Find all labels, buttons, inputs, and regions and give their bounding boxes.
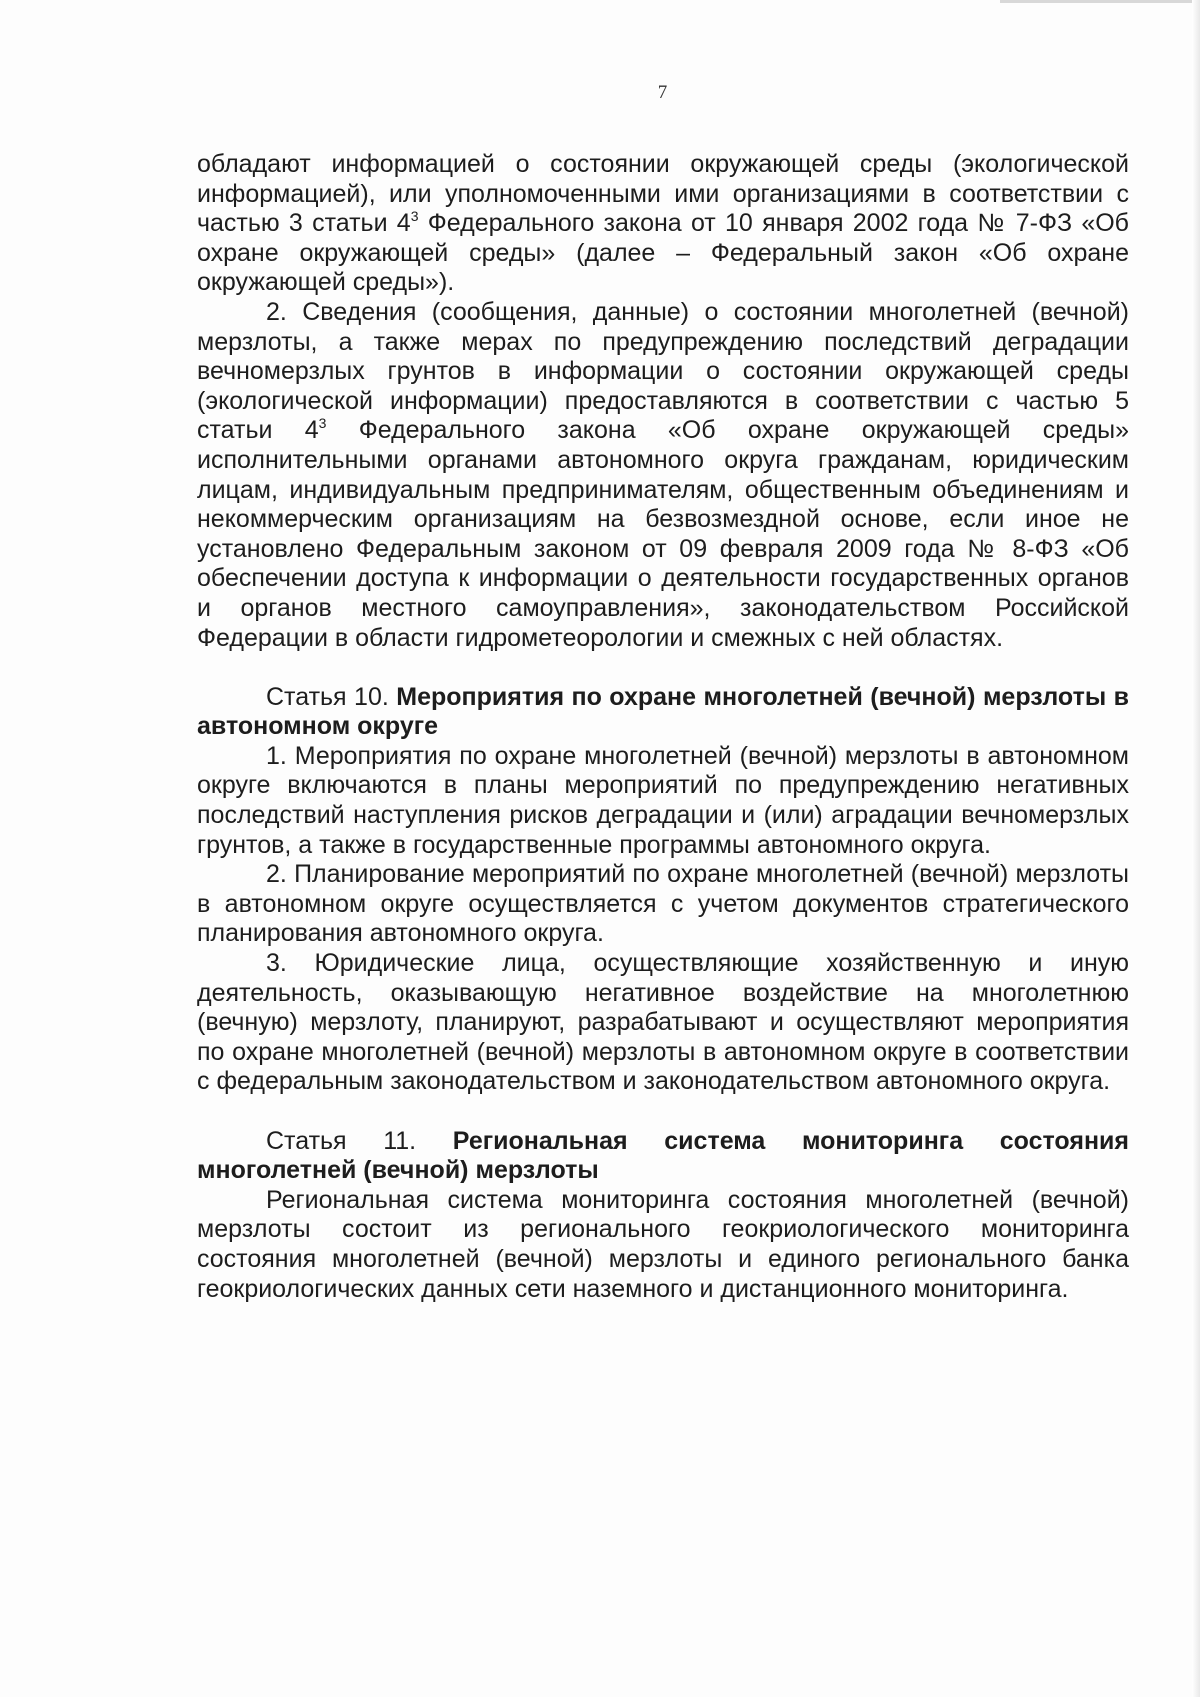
intro-text-b: Федерального закона от 10 января 2002 года № 7-ФЗ «Об охране окружающей среды» (далее – Федеральный закон «Об охране окружающей среды»). [197, 209, 1129, 297]
article-10-paragraph-3: 3. Юридические лица, осуществляющие хозяйственную и иную деятельность, оказывающую негативное воздействие на многолетнюю (вечную) мерзлоту, планируют, разрабатывают и осуществляют мероприятия по охране многолетней (вечной) мерзлоты в автономном округе в соответствии с федеральным законодательством и законодательством автономного округа. [197, 949, 1129, 1096]
intro-paragraph [197, 150, 1129, 298]
article-10-title: Мероприятия по охране многолетней (вечной) мерзлоты в автономном округе [197, 682, 1129, 741]
article-10-paragraph-2: 2. Планирование мероприятий по охране многолетней (вечной) мерзлоты в автономном округе осуществляется с учетом документов стратегического планирования автономного округа. [197, 860, 1129, 948]
article-11-title: Региональная система мониторинга состояния многолетней (вечной) мерзлоты [197, 1126, 1129, 1185]
article-11-label: Статья 11. [266, 1126, 417, 1155]
article-10-heading [197, 683, 1129, 742]
article-10-label: Статья 10. [266, 682, 389, 711]
article-10-paragraph-1: 1. Мероприятия по охране многолетней (вечной) мерзлоты в автономном округе включаются в планы мероприятий по предупреждению негативных последствий наступления рисков деградации и (или) аградации вечномерзлых грунтов, а также в государственные программы автономного округа. [197, 741, 1129, 859]
paragraph-2-text-a: 2. Сведения (сообщения, данные) о состоянии многолетней (вечной) мерзлоты, а также мерах по предупреждению последствий деградации вечномерзлых грунтов в информации о состоянии окружающей среды (экологической информации) предоставляются в соответствии с частью 5 статьи 4 [197, 297, 1129, 445]
article-11-paragraph-1: Региональная система мониторинга состояния многолетней (вечной) мерзлоты состоит из регионального геокриологического мониторинга состояния многолетней (вечной) мерзлоты и единого регионального банка геокриологических данных сети наземного и дистанционного мониторинга. [197, 1185, 1129, 1303]
paragraph-2-superscript: 3 [318, 415, 327, 432]
scan-edge-right [1192, 0, 1200, 1697]
article-11-heading [197, 1127, 1129, 1186]
intro-superscript: 3 [410, 208, 419, 225]
paragraph-2 [197, 298, 1129, 653]
scan-edge-top [1000, 0, 1200, 3]
intro-text-a: обладают информацией о состоянии окружающей среды (экологической информацией), или уполномоченными ими организациями в соответствии с частью 3 статьи 4 [197, 150, 1129, 238]
document-body [197, 150, 1129, 1304]
page-number: 7 [657, 82, 668, 103]
paragraph-2-text-b: Федерального закона «Об охране окружающей среды» исполнительными органами автономного округа гражданам, юридическим лицам, индивидуальным предпринимателям, общественным объединениям и некоммерческим организациям на безвозмездной основе, если иное не установлено Федеральным законом от 09 февраля 2009 года № 8-ФЗ «Об обеспечении доступа к информации о деятельности государственных органов и органов местного самоуправления», законодательством Российской Федерации в области гидрометеорологии и смежных с ней областях. [197, 416, 1129, 652]
